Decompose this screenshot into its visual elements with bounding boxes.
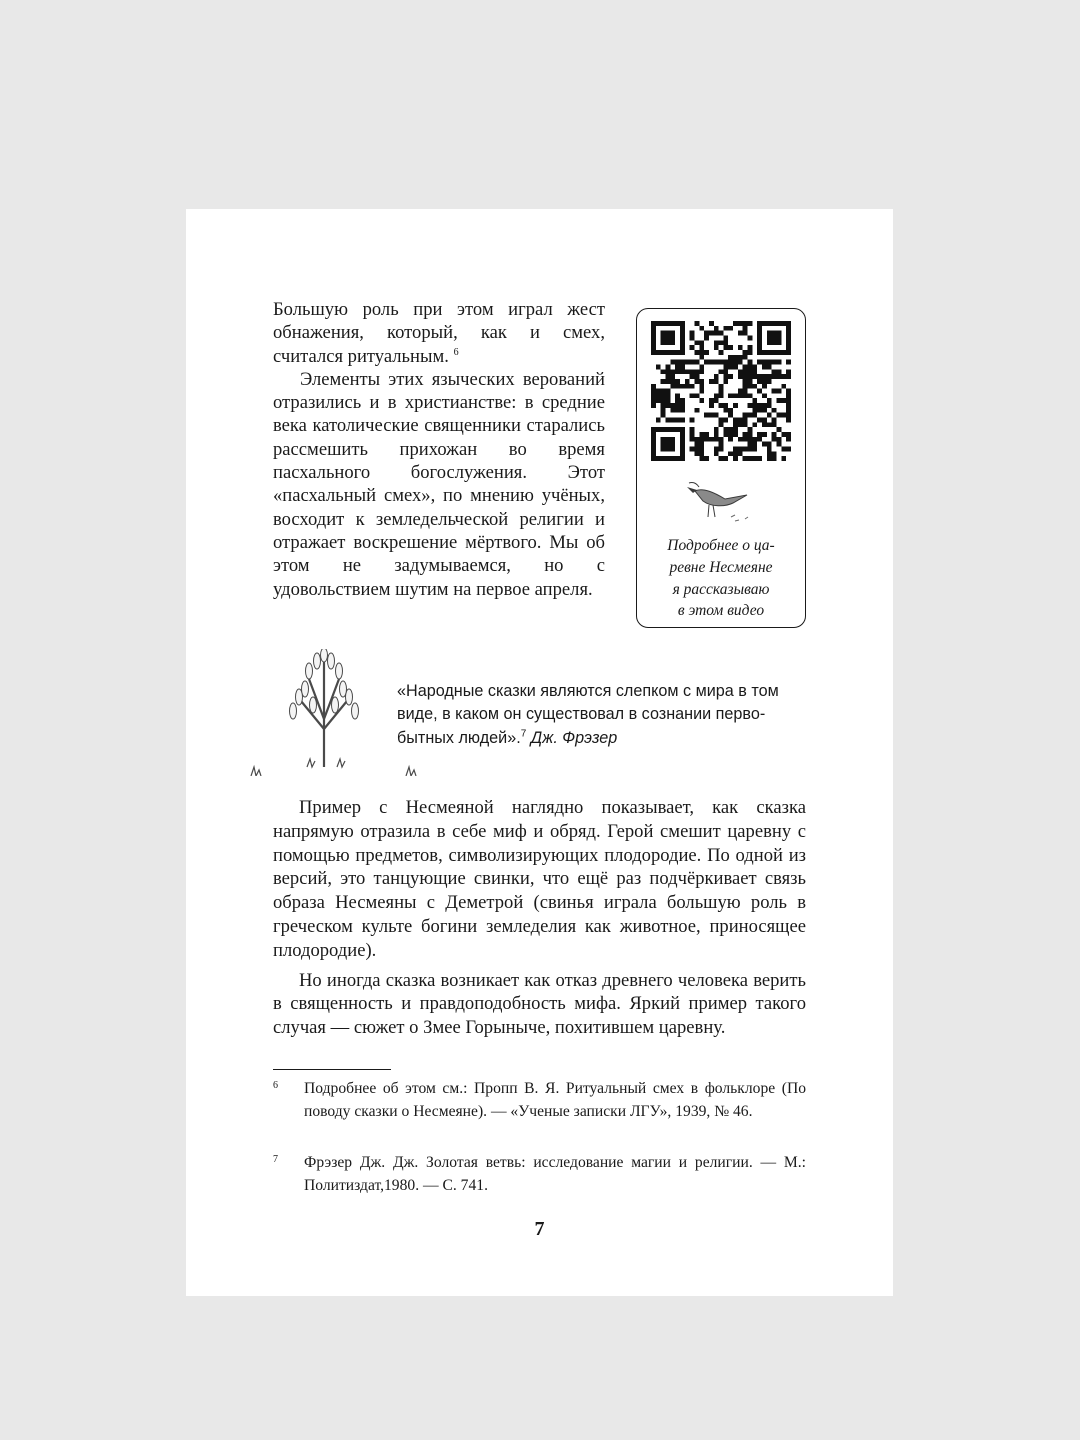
paragraph: Большую роль при этом играл жест обнажения, который, как и смех, считался ритуальным. $^6$ bbox=[273, 299, 605, 367]
main-text bbox=[273, 796, 806, 1040]
page-number: 7 bbox=[534, 1218, 545, 1240]
paragraph: Элементы этих языческих верований отразились и в христианстве: в средние века католические священники старались рассмешить прихожан во время пасхального богослужения. Этот «пасхальный смех», по мнению учёных, восходит к земледельческой религии и отражает воскрешение мёртвого. Мы об этом не задумываемся, но с удовольствием шутим на первое апреля. bbox=[273, 368, 605, 600]
quote-block: «Народные сказки являются слепком с мира в том виде, в каком он существовал в сознании перво- бытных людей».$^7$ Дж. Фрэзер bbox=[397, 682, 779, 747]
grass-illustration bbox=[249, 764, 265, 776]
footnote-divider bbox=[273, 1069, 391, 1070]
qr-caption: Подробнее о ца- ревне Несмеяне я рассказываю в этом видео bbox=[667, 537, 775, 620]
quote-author: Дж. Фрэзер bbox=[530, 728, 618, 747]
left-text-column bbox=[273, 298, 605, 601]
bird-illustration bbox=[675, 477, 765, 527]
book-page bbox=[186, 209, 893, 1296]
qr-card[interactable] bbox=[636, 308, 806, 628]
footnote-ref[interactable]: 6 bbox=[453, 346, 459, 358]
footnote: 7 Фрэзер Дж. Дж. Золотая ветвь: исследование магии и религии. — М.: Политиздат,1980. — С. 741. bbox=[273, 1154, 806, 1194]
tree-illustration bbox=[279, 649, 369, 769]
footnote: 6 Подробнее об этом см.: Пропп В. Я. Ритуальный смех в фольклоре (По поводу сказки о Несмеяне). — «Ученые записки ЛГУ», 1939, № 46. bbox=[273, 1080, 806, 1120]
paragraph: Пример с Несмеяной наглядно показывает, как сказка напрямую отразила в себе миф и обряд. Герой смешит царевну с помощью предметов, символизирующих плодородие. По одной из версий, это танцующие свинки, что ещё раз подчёркивает связь образа Несмеяны с Деметрой (свинья играла большую роль в греческом культе богини земледелия как животное, приносящее плодородие). bbox=[273, 797, 806, 961]
footnote-ref[interactable]: 7 bbox=[520, 728, 527, 740]
grass-illustration bbox=[404, 764, 420, 776]
paragraph: Но иногда сказка возникает как отказ древнего человека верить в священность и правдоподобность мифа. Яркий пример такого случая — сюжет о Змее Горыныче, похитившем царевну. bbox=[273, 969, 806, 1039]
qr-code-icon[interactable] bbox=[651, 321, 791, 461]
